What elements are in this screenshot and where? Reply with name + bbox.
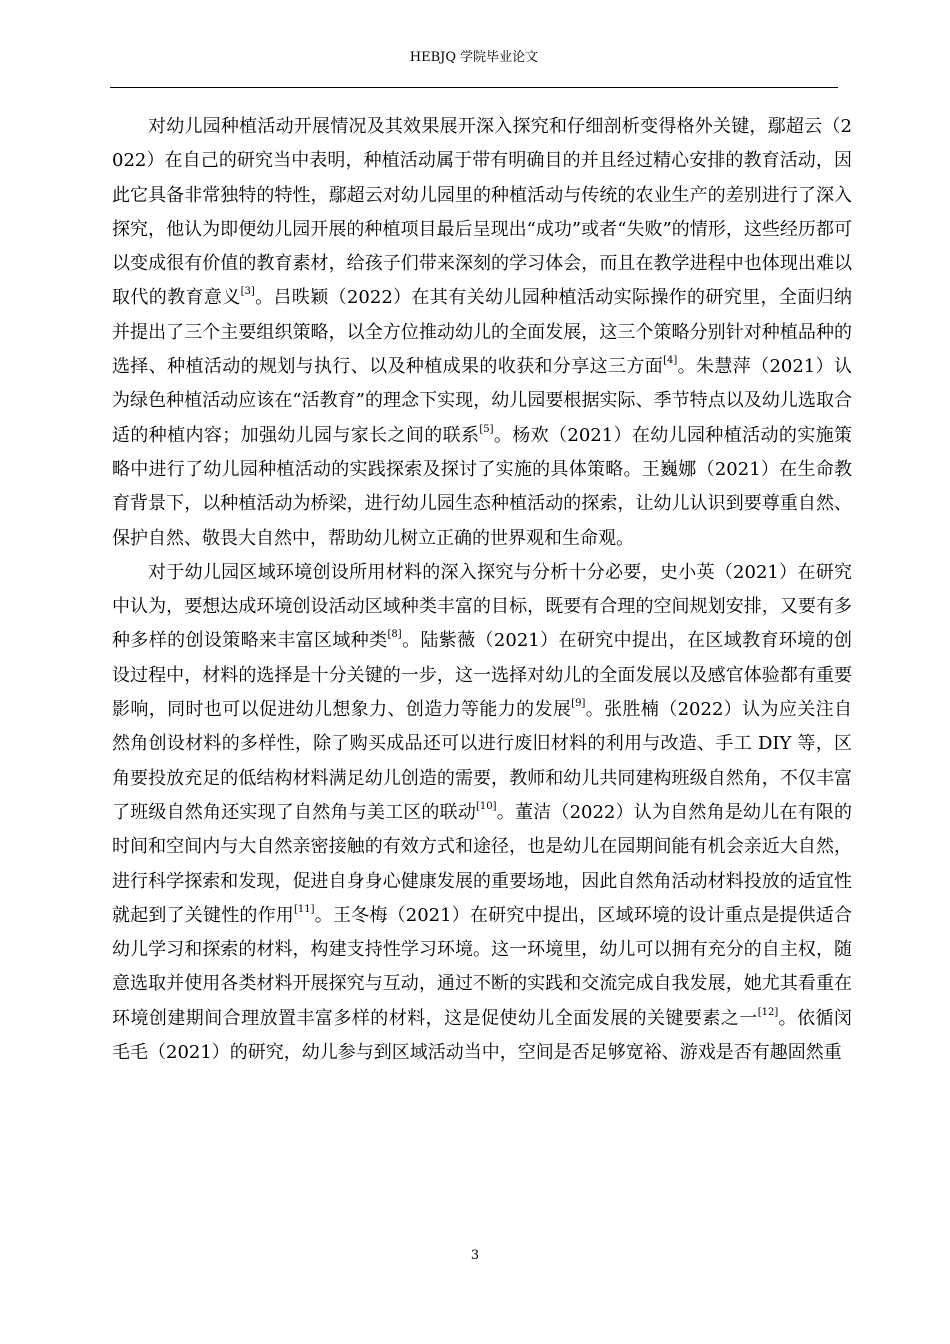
running-header: HEBJQ 学院毕业论文 [409, 50, 539, 65]
header-divider [110, 87, 838, 88]
text-run: 对幼儿园种植活动开展情况及其效果展开深入探究和仔细剖析变得格外关键，鄢超云（2022）在自己的研究当中表明，种植活动属于带有明确目的并且经过精心安排的教育活动，因此它具备非常独特的特性，鄢超云对幼儿园里的种植活动与传统的农业生产的差别进行了深入探究，他认为即便幼儿园开展的种植项目最后呈现出“成功”或者“失败”的情形，这些经历都可以变成很有价值的教育素材，给孩子们带来深刻的学习体会，而且在教学进程中也体现出难以取代的教育意义 [112, 116, 852, 309]
text-run: 。张胜楠（2022）认为应关注自然角创设材料的多样性，除了购买成品还可以进行废旧材料的利用与改造、手工 DIY 等，区角要投放充足的低结构材料满足幼儿创造的需要，教师和幼儿共同建构班级自然角，不仅丰富了班级自然角还实现了自然角与美工区的联动 [112, 699, 852, 823]
text-run: 。陆紫薇（2021）在研究中提出，在区域教育环境的创设过程中，材料的选择是十分关键的一步，这一选择对幼儿的全面发展以及感官体验都有重要影响，同时也可以促进幼儿想象力、创造力等能力的发展 [112, 630, 852, 721]
citation: [8] [387, 629, 402, 641]
text-run: 。吕昳颖（2022）在其有关幼儿园种植活动实际操作的研究里，全面归纳并提出了三个主要组织策略，以全方位推动幼儿的全面发展，这三个策略分别针对种植品种的选择、种植活动的规划与执行、以及种植成果的收获和分享这三方面 [112, 287, 853, 378]
text-run: 。杨欢（2021）在幼儿园种植活动的实施策略中进行了幼儿园种植活动的实践探索及探讨了实施的具体策略。王巍娜（2021）在生命教育背景下，以种植活动为桥梁，进行幼儿园生态种植活动的探索，让幼儿认识到要尊重自然、保护自然、敬畏大自然中，帮助幼儿树立正确的世界观和生命观。 [112, 424, 852, 549]
text-run: 。依循闵毛毛（2021）的研究，幼儿参与到区域活动当中，空间是否足够宽裕、游戏是否有趣固然重 [112, 1007, 853, 1064]
citation: [5] [479, 423, 494, 435]
text-run: 对于幼儿园区域环境创设所用材料的深入探究与分析十分必要，史小英（2021）在研究中认为，要想达成环境创设活动区域种类丰富的目标，既要有合理的空间规划安排，又要有多种多样的创设策略来丰富区域种类 [112, 561, 852, 652]
paragraph [112, 556, 852, 1070]
citation: [3] [240, 286, 255, 298]
text-run: 。董洁（2022）认为自然角是幼儿在有限的时间和空间内与大自然亲密接触的有效方式和途径，也是幼儿在园期间能有机会亲近大自然，进行科学探索和发现，促进自身身心健康发展的重要场地，因此自然角活动材料投放的适宜性就起到了关键性的作用 [112, 801, 852, 926]
text-run: 。王冬梅（2021）在研究中提出，区域环境的设计重点是提供适合幼儿学习和探索的材料，构建支持性学习环境。这一环境里，幼儿可以拥有充分的自主权，随意选取并使用各类材料开展探究与互动，通过不断的实践和交流完成自我发展，她尤其看重在环境创建期间合理放置丰富多样的材料，这是促使幼儿全面发展的关键要素之一 [112, 904, 852, 1029]
paragraph [112, 110, 852, 556]
citation: [11] [294, 903, 315, 915]
citation: [10] [476, 800, 497, 812]
page-number: 3 [470, 1248, 480, 1263]
citation: [12] [757, 1006, 779, 1018]
body-text [112, 110, 852, 1070]
citation: [4] [663, 355, 678, 367]
text-run: 。朱慧萍（2021）认为绿色种植活动应该在“活教育”的理念下实现，幼儿园要根据实际、季节特点以及幼儿选取合适的种植内容；加强幼儿园与家长之间的联系 [112, 356, 852, 446]
citation: [9] [571, 698, 586, 710]
